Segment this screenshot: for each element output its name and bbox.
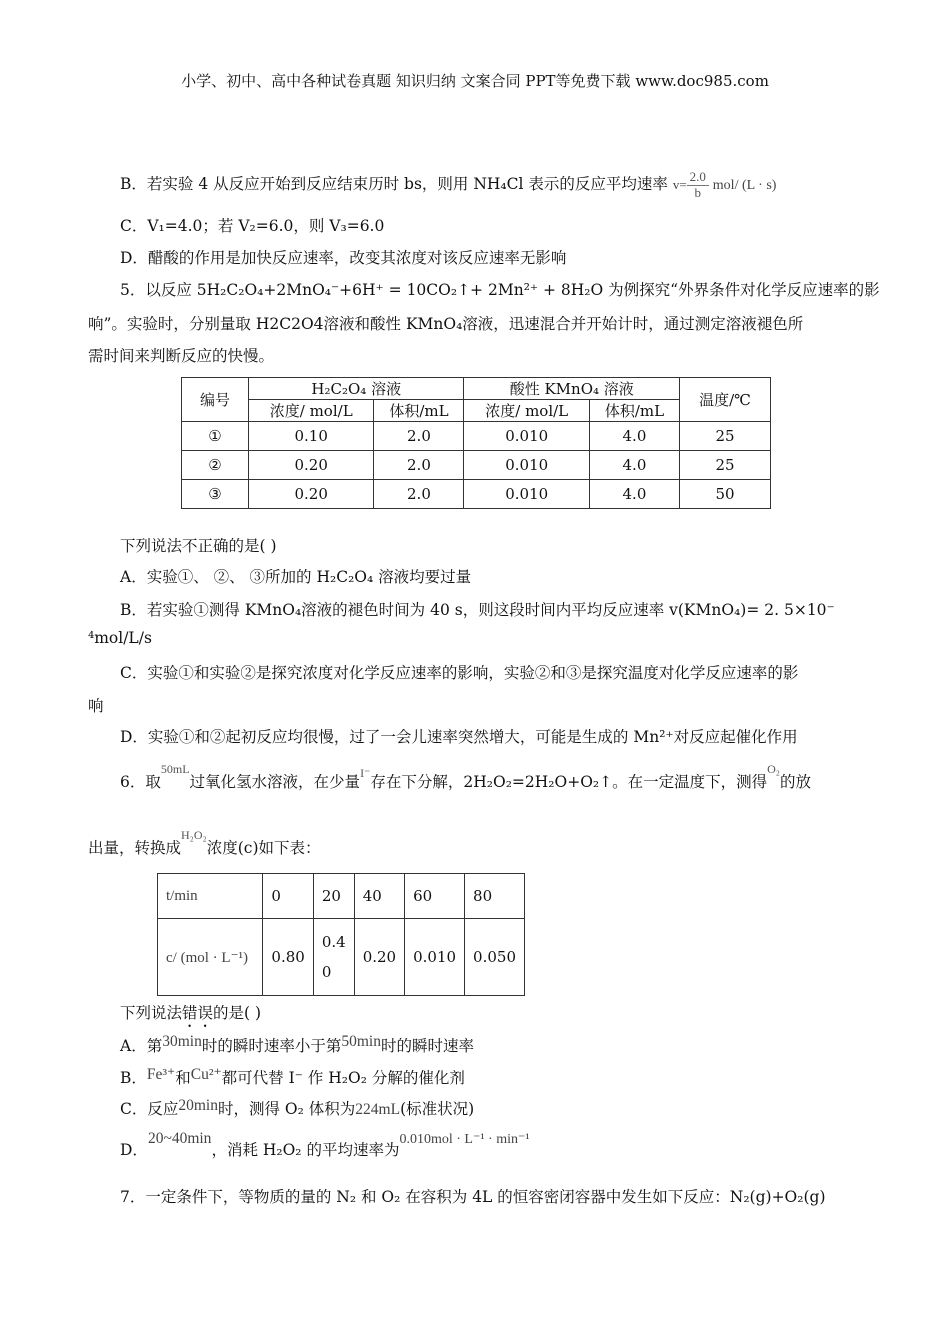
q5-question: 下列说法不正确的是( ): [120, 537, 277, 555]
q6-stem-line1: 6．取$^{50mL}$过氧化氢水溶液，在少量$^{I^-}$存在下分解，2H₂O₂=2H₂O+O₂↑。在一定温度下，测得$^{O_2}$的放: [120, 762, 811, 791]
table-header-temp: 温度/℃: [680, 378, 771, 422]
table-header-h2c2o4: H₂C₂O₄ 溶液: [249, 378, 464, 400]
q6-option-d: D．20~40min，消耗 H₂O₂ 的平均速率为0.010mol · L⁻¹ · min⁻¹: [120, 1130, 530, 1159]
q6-concentration-table: [157, 873, 525, 996]
q4-option-b: [120, 170, 776, 201]
q5-stem-line3: 需时间来判断反应的快慢。: [88, 347, 275, 365]
q5-option-b-line1: B．若实验①测得 KMnO₄溶液的褪色时间为 40 s，则这段时间内平均反应速率 v(KMnO₄)= 2. 5×10⁻: [120, 601, 835, 619]
table-header-time: t/min: [158, 874, 263, 919]
table-row: ② 0.20 2.0 0.010 4.0 25: [182, 451, 771, 480]
q5-option-d: D．实验①和②起初反应均很慢，过了一会儿速率突然增大，可能是生成的 Mn²⁺对反应起催化作用: [120, 728, 798, 746]
table-header-vol1: 体积/mL: [374, 400, 464, 422]
q6-question: 下列说法错误的是( ): [120, 1004, 262, 1022]
q6-option-c: C．反应20min时，测得 O₂ 体积为224mL(标准状况): [120, 1097, 475, 1118]
q6-option-a: A．第30min时的瞬时速率小于第50min时的瞬时速率: [120, 1033, 474, 1055]
page-header: 小学、初中、高中各种试卷真题 知识归纳 文案合同 PPT等免费下载 www.doc985.com: [181, 72, 769, 90]
rate-formula: v= $\frac{2.0}{b}$ mol/ (L · s): [672, 169, 777, 200]
q4-option-c: C．V₁=4.0；若 V₂=6.0，则 V₃=6.0: [120, 217, 385, 235]
table-header-concentration: c/ (mol · L⁻¹): [158, 919, 263, 996]
table-header-id: 编号: [182, 378, 249, 422]
table-row: t/min 0 20 40 60 80: [158, 874, 525, 919]
q5-option-c-line1: C．实验①和实验②是探究浓度对化学反应速率的影响，实验②和③是探究温度对化学反应速率的影: [120, 664, 799, 682]
q5-option-a: A．实验①、 ②、 ③所加的 H₂C₂O₄ 溶液均要过量: [120, 568, 472, 586]
q7-stem: 7．一定条件下，等物质的量的 N₂ 和 O₂ 在容积为 4L 的恒容密闭容器中发生如下反应：N₂(g)+O₂(g): [120, 1188, 826, 1206]
table-row: ③ 0.20 2.0 0.010 4.0 50: [182, 480, 771, 509]
table-row: c/ (mol · L⁻¹) 0.80 0.4 0 0.20 0.010 0.050: [158, 919, 525, 996]
q6-option-b: B．Fe³⁺和Cu²⁺都可代替 I⁻ 作 H₂O₂ 分解的催化剂: [120, 1066, 465, 1087]
table-header-conc2: 浓度/ mol/L: [464, 400, 589, 422]
table-header-conc1: 浓度/ mol/L: [249, 400, 374, 422]
q5-option-c-line2: 响: [88, 697, 104, 715]
table-row: ① 0.10 2.0 0.010 4.0 25: [182, 422, 771, 451]
q5-experiment-table: [181, 377, 771, 509]
q6-stem-line2: 出量，转换成$^{H_2O_2}$浓度(c)如下表：: [88, 828, 321, 857]
q5-option-b-line2: ⁴mol/L/s: [88, 629, 152, 647]
table-header-vol2: 体积/mL: [589, 400, 679, 422]
q4-option-b-text: B．若实验 4 从反应开始到反应结束历时 bs，则用 NH₄Cl 表示的反应平均速率: [120, 175, 668, 193]
table-header-kmno4: 酸性 KMnO₄ 溶液: [464, 378, 680, 400]
q5-stem-line1: 5．以反应 5H₂C₂O₄+2MnO₄⁻+6H⁺ = 10CO₂↑+ 2Mn²⁺ + 8H₂O 为例探究“外界条件对化学反应速率的影: [120, 281, 880, 299]
q4-option-d: D．醋酸的作用是加快反应速率，改变其浓度对该反应速率无影响: [120, 249, 567, 267]
q5-stem-line2: 响”。实验时，分别量取 H2C2O4溶液和酸性 KMnO₄溶液，迅速混合并开始计时，通过测定溶液褪色所: [88, 315, 804, 333]
